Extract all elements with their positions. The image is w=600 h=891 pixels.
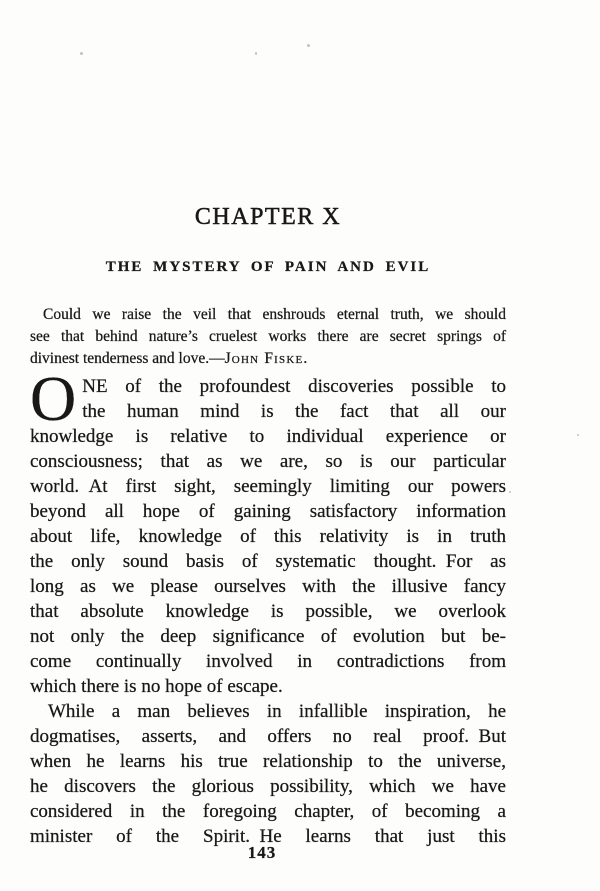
body-line: about life, knowledge of this relativity is in truth: [30, 526, 506, 547]
scan-speck: [509, 491, 511, 493]
body-line: consciousness; that as we are, so is our particular: [30, 451, 506, 472]
chapter-title: THE MYSTERY OF PAIN AND EVIL: [105, 259, 431, 275]
page-number: 143: [247, 843, 277, 862]
paragraph-2: [30, 699, 506, 849]
body-line: which there is no hope of escape.: [30, 676, 283, 697]
body-line: when he learns his true relationship to the universe,: [30, 751, 506, 772]
body-line: knowledge is relative to individual experience or: [30, 426, 506, 447]
paragraph-1: [30, 363, 506, 699]
body-line: the human mind is the fact that all our: [82, 401, 506, 422]
text-column: [30, 0, 506, 862]
chapter-heading: CHAPTER X: [194, 204, 342, 230]
epigraph-line: see that behind nature’s cruelest works there are secret springs of: [30, 328, 506, 345]
epigraph-closing-text: divinest tenderness and love.—: [30, 350, 225, 367]
body-line: beyond all hope of gaining satisfactory information: [30, 501, 506, 522]
epigraph: [30, 304, 506, 370]
body-line: NE of the profoundest discoveries possible to: [82, 376, 506, 397]
body-line: long as we please ourselves with the illusive fancy: [30, 576, 506, 597]
body-line: he discovers the glorious possibility, which we have: [30, 776, 506, 797]
scan-speck: [577, 434, 579, 436]
body-line: world. At first sight, seemingly limiting our powers: [30, 476, 506, 497]
drop-cap: O: [30, 363, 77, 434]
body-line: dogmatises, asserts, and offers no real proof. But: [30, 726, 506, 747]
body-line: not only the deep significance of evolution but be-: [30, 626, 506, 647]
epigraph-line: [30, 348, 506, 370]
body-line: While a man believes in infallible inspiration, he: [48, 701, 506, 722]
body-line: considered in the foregoing chapter, of becoming a: [30, 801, 506, 822]
body-line: come continually involved in contradictions from: [30, 651, 506, 672]
epigraph-line: Could we raise the veil that enshrouds eternal truth, we should: [43, 306, 506, 323]
body-line: minister of the Spirit. He learns that just this: [30, 826, 506, 847]
epigraph-author: John Fiske.: [224, 350, 309, 367]
body-line: the only sound basis of systematic thought. For as: [30, 551, 506, 572]
body-line: that absolute knowledge is possible, we overlook: [30, 601, 506, 622]
